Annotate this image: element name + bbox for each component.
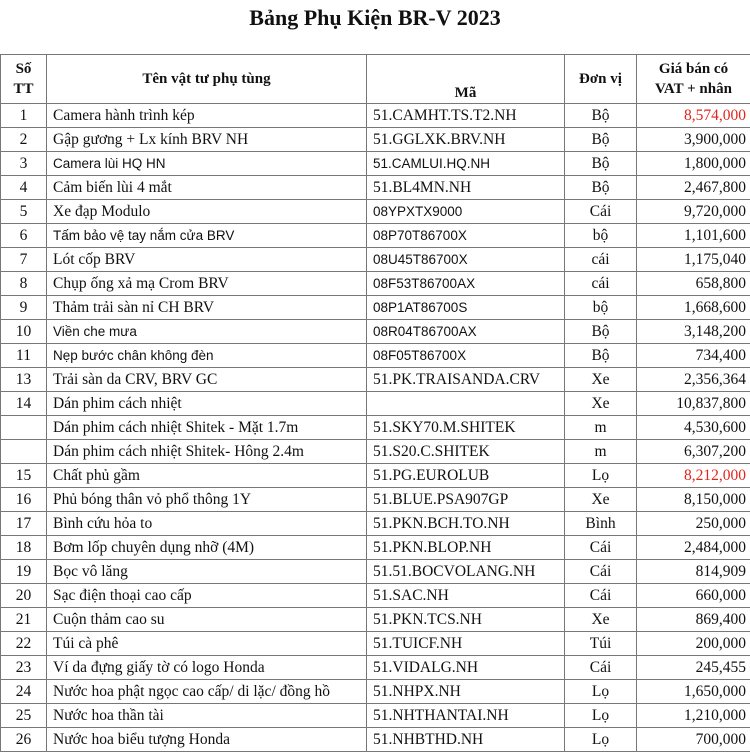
- cell-unit[interactable]: Xe: [565, 488, 637, 512]
- cell-stt[interactable]: 18: [1, 536, 47, 560]
- cell-price[interactable]: 1,800,000: [637, 152, 750, 176]
- cell-unit[interactable]: Túi: [565, 632, 637, 656]
- table-row[interactable]: [1, 704, 750, 728]
- cell-name[interactable]: Nước hoa thần tài: [47, 704, 367, 728]
- cell-unit[interactable]: Bộ: [565, 176, 637, 200]
- cell-name[interactable]: Ví da đựng giấy tờ có logo Honda: [47, 656, 367, 680]
- cell-code[interactable]: 08F05T86700X: [367, 344, 565, 368]
- cell-price[interactable]: 700,000: [637, 728, 750, 752]
- cell-code[interactable]: 08P70T86700X: [367, 224, 565, 248]
- table-row[interactable]: [1, 128, 750, 152]
- cell-code[interactable]: [367, 392, 565, 416]
- header-code: Mã: [367, 55, 565, 104]
- cell-price[interactable]: 1,101,600: [637, 224, 750, 248]
- cell-unit[interactable]: Lọ: [565, 680, 637, 704]
- cell-stt[interactable]: 3: [1, 152, 47, 176]
- cell-price[interactable]: 9,720,000: [637, 200, 750, 224]
- table-row[interactable]: [1, 464, 750, 488]
- cell-price[interactable]: 814,909: [637, 560, 750, 584]
- cell-price[interactable]: 6,307,200: [637, 440, 750, 464]
- cell-unit[interactable]: Cái: [565, 536, 637, 560]
- table-row[interactable]: [1, 632, 750, 656]
- cell-name[interactable]: Gập gương + Lx kính BRV NH: [47, 128, 367, 152]
- cell-unit[interactable]: Bộ: [565, 152, 637, 176]
- cell-unit[interactable]: bộ: [565, 296, 637, 320]
- cell-stt[interactable]: 16: [1, 488, 47, 512]
- cell-stt[interactable]: 14: [1, 392, 47, 416]
- table-row[interactable]: [1, 320, 750, 344]
- cell-price[interactable]: 869,400: [637, 608, 750, 632]
- cell-name[interactable]: Sạc điện thoại cao cấp: [47, 584, 367, 608]
- cell-code[interactable]: 08U45T86700X: [367, 248, 565, 272]
- cell-name[interactable]: Nước hoa biểu tượng Honda: [47, 728, 367, 752]
- table-row[interactable]: [1, 248, 750, 272]
- cell-code[interactable]: 51.CAMHT.TS.T2.NH: [367, 104, 565, 128]
- cell-stt[interactable]: 15: [1, 464, 47, 488]
- cell-stt[interactable]: 19: [1, 560, 47, 584]
- cell-code[interactable]: 51.SAC.NH: [367, 584, 565, 608]
- cell-code[interactable]: 51.TUICF.NH: [367, 632, 565, 656]
- table-row[interactable]: [1, 296, 750, 320]
- cell-price[interactable]: 1,175,040: [637, 248, 750, 272]
- table-row[interactable]: [1, 608, 750, 632]
- cell-code[interactable]: 51.PKN.BLOP.NH: [367, 536, 565, 560]
- table-row[interactable]: [1, 560, 750, 584]
- cell-unit[interactable]: Cái: [565, 584, 637, 608]
- cell-price[interactable]: 8,574,000: [637, 104, 750, 128]
- table-row[interactable]: [1, 680, 750, 704]
- cell-unit[interactable]: Lọ: [565, 728, 637, 752]
- cell-unit[interactable]: Cái: [565, 560, 637, 584]
- cell-unit[interactable]: m: [565, 440, 637, 464]
- cell-stt[interactable]: 13: [1, 368, 47, 392]
- table-row[interactable]: [1, 416, 750, 440]
- cell-price[interactable]: 2,467,800: [637, 176, 750, 200]
- cell-price[interactable]: 734,400: [637, 344, 750, 368]
- cell-name[interactable]: Nẹp bước chân không đèn: [47, 344, 367, 368]
- table-row[interactable]: [1, 272, 750, 296]
- cell-name[interactable]: Dán phim cách nhiệt: [47, 392, 367, 416]
- cell-stt[interactable]: 25: [1, 704, 47, 728]
- cell-name[interactable]: Thảm trải sàn nỉ CH BRV: [47, 296, 367, 320]
- header-stt-line2: TT: [13, 81, 33, 97]
- cell-code[interactable]: 51.NHTHANTAI.NH: [367, 704, 565, 728]
- table-row[interactable]: [1, 488, 750, 512]
- cell-code[interactable]: 08P1AT86700S: [367, 296, 565, 320]
- cell-name[interactable]: Chất phủ gầm: [47, 464, 367, 488]
- cell-code[interactable]: 51.51.BOCVOLANG.NH: [367, 560, 565, 584]
- table-row[interactable]: [1, 152, 750, 176]
- cell-code[interactable]: 51.PKN.TCS.NH: [367, 608, 565, 632]
- table-row[interactable]: [1, 536, 750, 560]
- cell-code[interactable]: 51.PG.EUROLUB: [367, 464, 565, 488]
- sheet-title: Bảng Phụ Kiện BR-V 2023: [0, 0, 750, 36]
- cell-price[interactable]: 245,455: [637, 656, 750, 680]
- cell-code[interactable]: 51.PK.TRAISANDA.CRV: [367, 368, 565, 392]
- cell-code[interactable]: 51.SKY70.M.SHITEK: [367, 416, 565, 440]
- cell-price[interactable]: 1,650,000: [637, 680, 750, 704]
- cell-code[interactable]: 51.PKN.BCH.TO.NH: [367, 512, 565, 536]
- header-row: [1, 55, 750, 104]
- table-row[interactable]: [1, 176, 750, 200]
- cell-stt[interactable]: 21: [1, 608, 47, 632]
- table-row[interactable]: [1, 728, 750, 752]
- header-price-line1: Giá bán có: [659, 61, 728, 77]
- cell-unit[interactable]: Xe: [565, 368, 637, 392]
- cell-stt[interactable]: 2: [1, 128, 47, 152]
- table-row[interactable]: [1, 512, 750, 536]
- cell-stt[interactable]: 26: [1, 728, 47, 752]
- cell-price[interactable]: 2,484,000: [637, 536, 750, 560]
- cell-stt[interactable]: 1: [1, 104, 47, 128]
- cell-name[interactable]: Camera lùi HQ HN: [47, 152, 367, 176]
- cell-name[interactable]: Bơm lốp chuyên dụng nhỡ (4M): [47, 536, 367, 560]
- cell-unit[interactable]: Bộ: [565, 344, 637, 368]
- cell-code[interactable]: 51.S20.C.SHITEK: [367, 440, 565, 464]
- cell-name[interactable]: Tấm bảo vệ tay nắm cửa BRV: [47, 224, 367, 248]
- header-name: Tên vật tư phụ tùng: [47, 55, 367, 104]
- header-stt: [1, 55, 47, 104]
- cell-stt[interactable]: 22: [1, 632, 47, 656]
- cell-code[interactable]: 51.BL4MN.NH: [367, 176, 565, 200]
- cell-stt[interactable]: 7: [1, 248, 47, 272]
- cell-unit[interactable]: cái: [565, 272, 637, 296]
- table-row[interactable]: [1, 104, 750, 128]
- cell-name[interactable]: Viền che mưa: [47, 320, 367, 344]
- cell-price[interactable]: 8,212,000: [637, 464, 750, 488]
- cell-stt[interactable]: 17: [1, 512, 47, 536]
- cell-code[interactable]: 51.GGLXK.BRV.NH: [367, 128, 565, 152]
- cell-code[interactable]: 08R04T86700AX: [367, 320, 565, 344]
- cell-code[interactable]: 51.BLUE.PSA907GP: [367, 488, 565, 512]
- cell-stt[interactable]: 5: [1, 200, 47, 224]
- cell-price[interactable]: 250,000: [637, 512, 750, 536]
- cell-unit[interactable]: m: [565, 416, 637, 440]
- cell-unit[interactable]: Bộ: [565, 320, 637, 344]
- header-stt-line1: Số: [16, 61, 32, 77]
- table-body: [1, 104, 750, 752]
- accessory-price-table: [0, 54, 750, 752]
- cell-name[interactable]: Camera hành trình kép: [47, 104, 367, 128]
- cell-price[interactable]: 4,530,600: [637, 416, 750, 440]
- cell-name[interactable]: Lót cốp BRV: [47, 248, 367, 272]
- cell-unit[interactable]: Bộ: [565, 104, 637, 128]
- cell-stt[interactable]: 6: [1, 224, 47, 248]
- table-row[interactable]: [1, 584, 750, 608]
- cell-price[interactable]: 3,148,200: [637, 320, 750, 344]
- cell-name[interactable]: Túi cà phê: [47, 632, 367, 656]
- cell-unit[interactable]: Lọ: [565, 464, 637, 488]
- cell-stt[interactable]: [1, 440, 47, 464]
- cell-name[interactable]: Xe đạp Modulo: [47, 200, 367, 224]
- cell-stt[interactable]: [1, 416, 47, 440]
- header-price: [637, 55, 750, 104]
- cell-price[interactable]: 660,000: [637, 584, 750, 608]
- cell-stt[interactable]: 8: [1, 272, 47, 296]
- header-unit: Đơn vị: [565, 55, 637, 104]
- cell-price[interactable]: 1,668,600: [637, 296, 750, 320]
- cell-stt[interactable]: 9: [1, 296, 47, 320]
- cell-code[interactable]: 51.CAMLUI.HQ.NH: [367, 152, 565, 176]
- cell-unit[interactable]: bộ: [565, 224, 637, 248]
- cell-price[interactable]: 8,150,000: [637, 488, 750, 512]
- cell-unit[interactable]: Bình: [565, 512, 637, 536]
- cell-code[interactable]: 08F53T86700AX: [367, 272, 565, 296]
- cell-name[interactable]: Phủ bóng thân vỏ phổ thông 1Y: [47, 488, 367, 512]
- table-row[interactable]: [1, 344, 750, 368]
- cell-name[interactable]: Trải sàn da CRV, BRV GC: [47, 368, 367, 392]
- cell-stt[interactable]: 20: [1, 584, 47, 608]
- cell-code[interactable]: 08YPXTX9000: [367, 200, 565, 224]
- cell-unit[interactable]: Xe: [565, 608, 637, 632]
- table-row[interactable]: [1, 224, 750, 248]
- cell-stt[interactable]: 4: [1, 176, 47, 200]
- cell-price[interactable]: 2,356,364: [637, 368, 750, 392]
- cell-name[interactable]: Cuộn thảm cao su: [47, 608, 367, 632]
- table-row[interactable]: [1, 200, 750, 224]
- cell-unit[interactable]: Xe: [565, 392, 637, 416]
- cell-price[interactable]: 1,210,000: [637, 704, 750, 728]
- cell-unit[interactable]: Cái: [565, 656, 637, 680]
- cell-name[interactable]: Dán phim cách nhiệt Shitek - Mặt 1.7m: [47, 416, 367, 440]
- cell-name[interactable]: Bình cứu hỏa to: [47, 512, 367, 536]
- cell-name[interactable]: Dán phim cách nhiệt Shitek- Hông 2.4m: [47, 440, 367, 464]
- cell-stt[interactable]: 11: [1, 344, 47, 368]
- cell-name[interactable]: Nước hoa phật ngọc cao cấp/ di lặc/ đồng hồ: [47, 680, 367, 704]
- table-row[interactable]: [1, 368, 750, 392]
- cell-code[interactable]: 51.NHPX.NH: [367, 680, 565, 704]
- cell-code[interactable]: 51.VIDALG.NH: [367, 656, 565, 680]
- cell-unit[interactable]: Lọ: [565, 704, 637, 728]
- cell-price[interactable]: 200,000: [637, 632, 750, 656]
- cell-stt[interactable]: 10: [1, 320, 47, 344]
- cell-unit[interactable]: cái: [565, 248, 637, 272]
- cell-code[interactable]: 51.NHBTHD.NH: [367, 728, 565, 752]
- table-row[interactable]: [1, 440, 750, 464]
- cell-name[interactable]: Chụp ống xả mạ Crom BRV: [47, 272, 367, 296]
- cell-price[interactable]: 10,837,800: [637, 392, 750, 416]
- cell-unit[interactable]: Bộ: [565, 128, 637, 152]
- header-price-line2: VAT + nhân: [655, 81, 732, 97]
- cell-stt[interactable]: 23: [1, 656, 47, 680]
- cell-name[interactable]: Bọc vô lăng: [47, 560, 367, 584]
- cell-price[interactable]: 658,800: [637, 272, 750, 296]
- table-row[interactable]: [1, 656, 750, 680]
- table-row[interactable]: [1, 392, 750, 416]
- cell-name[interactable]: Cảm biến lùi 4 mắt: [47, 176, 367, 200]
- cell-price[interactable]: 3,900,000: [637, 128, 750, 152]
- cell-stt[interactable]: 24: [1, 680, 47, 704]
- cell-unit[interactable]: Cái: [565, 200, 637, 224]
